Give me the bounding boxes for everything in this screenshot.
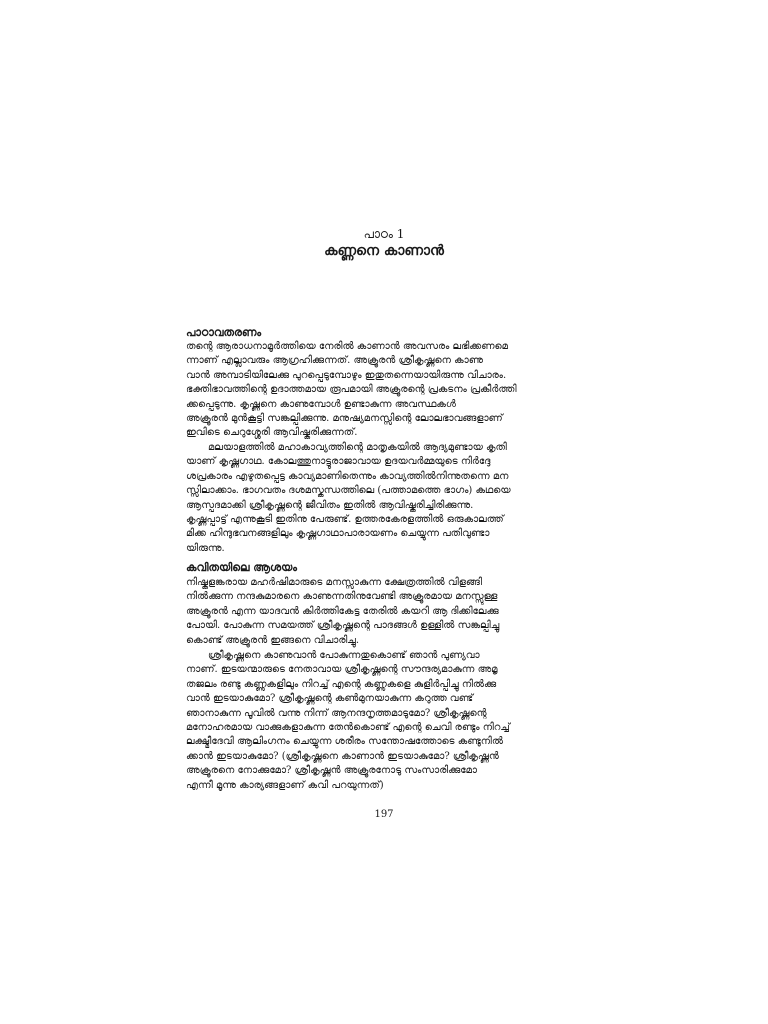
text-line: ക്കപ്പെടുന്നു. കൃഷ്ണനെ കാണുമ്പോൾ ഉണ്ടാകുന്ന അവസ്ഥകൾ [186, 398, 456, 410]
text-line: സ്സിലാക്കാം. ഭാഗവതം ദശമസ്കന്ധത്തിലെ (പത്താമത്തെ ഭാഗം) കഥയെ [186, 485, 511, 497]
text-line: അക്രൂരൻ എന്ന യാദവൻ കിർത്തികേട്ട തേരിൽ കയറി ആ ദിക്കിലേക്കു [186, 605, 499, 617]
paragraph-poem-idea-1 [186, 576, 586, 648]
text-line: യാണ് കൃഷ്ണഗാഥ. കോലത്തുനാട്ടുരാജാവായ ഉദയവർമ്മയുടെ നിർദ്ദേ [186, 456, 491, 468]
text-line: മനോഹരമായ വാക്കുകളാകുന്ന തേൻകൊണ്ട് എന്റെ ചെവി രണ്ടും നിറച്ച് [186, 721, 510, 733]
text-line: അക്രൂരൻ മുൻകൂട്ടി സങ്കല്പിക്കുന്നു. മനുഷ്യമനസ്സിന്റെ ലോലഭാവങ്ങളാണ് [186, 412, 503, 424]
text-line: എന്നീ മൂന്നു കാര്യങ്ങളാണ് കവി പറയുന്നത്) [186, 779, 384, 791]
section-heading-poem-idea: കവിതയിലെ ആശയം [186, 561, 298, 574]
text-line: നിഷ്കളങ്കരായ മഹർഷിമാരുടെ മനസ്സാകുന്ന ക്ഷേത്രത്തിൽ വിളങ്ങി [186, 577, 483, 588]
text-line: നിൽക്കുന്ന നന്ദകുമാരനെ കാണുന്നതിനുവേണ്ടി അക്രൂരമായ മനസ്സുള്ള [186, 591, 498, 603]
text-line: കൊണ്ട് അക്രൂരൻ ഇങ്ങനെ വിചാരിച്ചു. [186, 634, 360, 646]
text-line: ഇവിടെ ചെറുശ്ശേരി ആവിഷ്കരിക്കുന്നത്. [186, 427, 358, 439]
text-line: കൃഷ്ണപ്പാട്ട് എന്നുകൂടി ഇതിനു പേരുണ്ട്. ഉത്തരകേരളത്തിൽ ഒരുകാലത്ത് [186, 513, 504, 525]
text-line: ന്നാണ് എല്ലാവരും ആഗ്രഹിക്കുന്നത്. അക്രൂരൻ ശ്രീകൃഷ്ണനെ കാണു [186, 355, 483, 367]
text-line: യിരുന്നു. [186, 542, 225, 554]
text-line: തജലം രണ്ടു കണ്ണുകളിലും നിറച്ച് എന്റെ കണ്ണുകളെ കുളിർപ്പിച്ചു നിൽക്കു [186, 678, 497, 690]
text-line: വാൻ ഇടയാകുമോ? ശ്രീകൃഷ്ണന്റെ കൺമുനയാകുന്ന കറുത്ത വണ്ട് [186, 693, 474, 705]
lesson-title: കണ്ണനെ കാണാൻ [324, 243, 444, 259]
text-line: തന്റെ ആരാധനാമൂർത്തിയെ നേരിൽ കാണാൻ അവസരം ലഭിക്കണമെ [186, 341, 508, 352]
text-line: മലയാളത്തിൽ മഹാകാവ്യത്തിന്റെ മാതൃകയിൽ ആദ്യമുണ്ടായ കൃതി [208, 442, 507, 453]
text-line: പോയി. പോകുന്ന സമയത്ത് ശ്രീകൃഷ്ണന്റെ പാദങ്ങൾ ഉള്ളിൽ സങ്കല്പിച്ചു [186, 620, 500, 632]
text-line: അക്രൂരനെ നോക്കുമോ? ശ്രീകൃഷ്ണൻ അക്രൂരനോടു സംസാരിക്കുമോ [186, 765, 477, 777]
text-line: മിക്ക ഹിന്ദുഭവനങ്ങളിലും കൃഷ്ണഗാഥാപാരായണം ചെയ്യുന്ന പതിവുണ്ടാ [186, 528, 490, 540]
text-line: ആസ്പദമാക്കി ശ്രീകൃഷ്ണന്റെ ജീവിതം ഇതിൽ ആവിഷ്കരിച്ചിരിക്കുന്നു. [186, 499, 474, 511]
paragraph-introduction-1 [186, 340, 586, 441]
text-line: ഞാനാകുന്ന പൂവിൽ വന്നു നിന്ന് ആനന്ദനൃത്തമാടുമോ? ശ്രീകൃഷ്ണന്റെ [186, 707, 487, 719]
paragraph-poem-idea-2 [186, 649, 586, 793]
text-line: ലക്ഷ്മീദേവി ആലിംഗനം ചെയ്യുന്ന ശരീരം സന്തോഷത്തോടെ കണ്ടുനിൽ [186, 736, 503, 748]
text-line: ക്കാൻ ഇടയാകുമോ? (ശ്രീകൃഷ്ണനെ കാണാൻ ഇടയാകുമോ? ശ്രീകൃഷ്ണൻ [186, 750, 499, 762]
text-line: ശ്രീകൃഷ്ണനെ കാണുവാൻ പോകുന്നതുകൊണ്ട് ഞാൻ പുണ്യവാ [208, 650, 480, 661]
text-line: ശപ്രകാരം എഴുതപ്പെട്ട കാവ്യമാണിതെന്നും കാവ്യത്തിൽനിന്നുതന്നെ മന [186, 470, 509, 482]
text-line: നാണ്. ഇടയന്മാരുടെ നേതാവായ ശ്രീകൃഷ്ണന്റെ സൗന്ദര്യമാകുന്ന അമൃ [186, 664, 498, 676]
paragraph-introduction-2 [186, 441, 586, 556]
section-heading-introduction: പാഠാവതരണം [186, 326, 262, 339]
lesson-number: പാഠം 1 [363, 227, 405, 241]
page-number: 197 [374, 809, 394, 820]
text-line: വാൻ അമ്പാടിയിലേക്കു പുറപ്പെടുമ്പോഴും ഇതുതന്നെയായിരുന്നു വിചാരം. [186, 369, 507, 381]
text-line: ഭക്തിഭാവത്തിന്റെ ഉദാത്തമായ രൂപമായി അക്രൂരന്റെ പ്രകടനം പ്രകീർത്തി [186, 384, 517, 396]
